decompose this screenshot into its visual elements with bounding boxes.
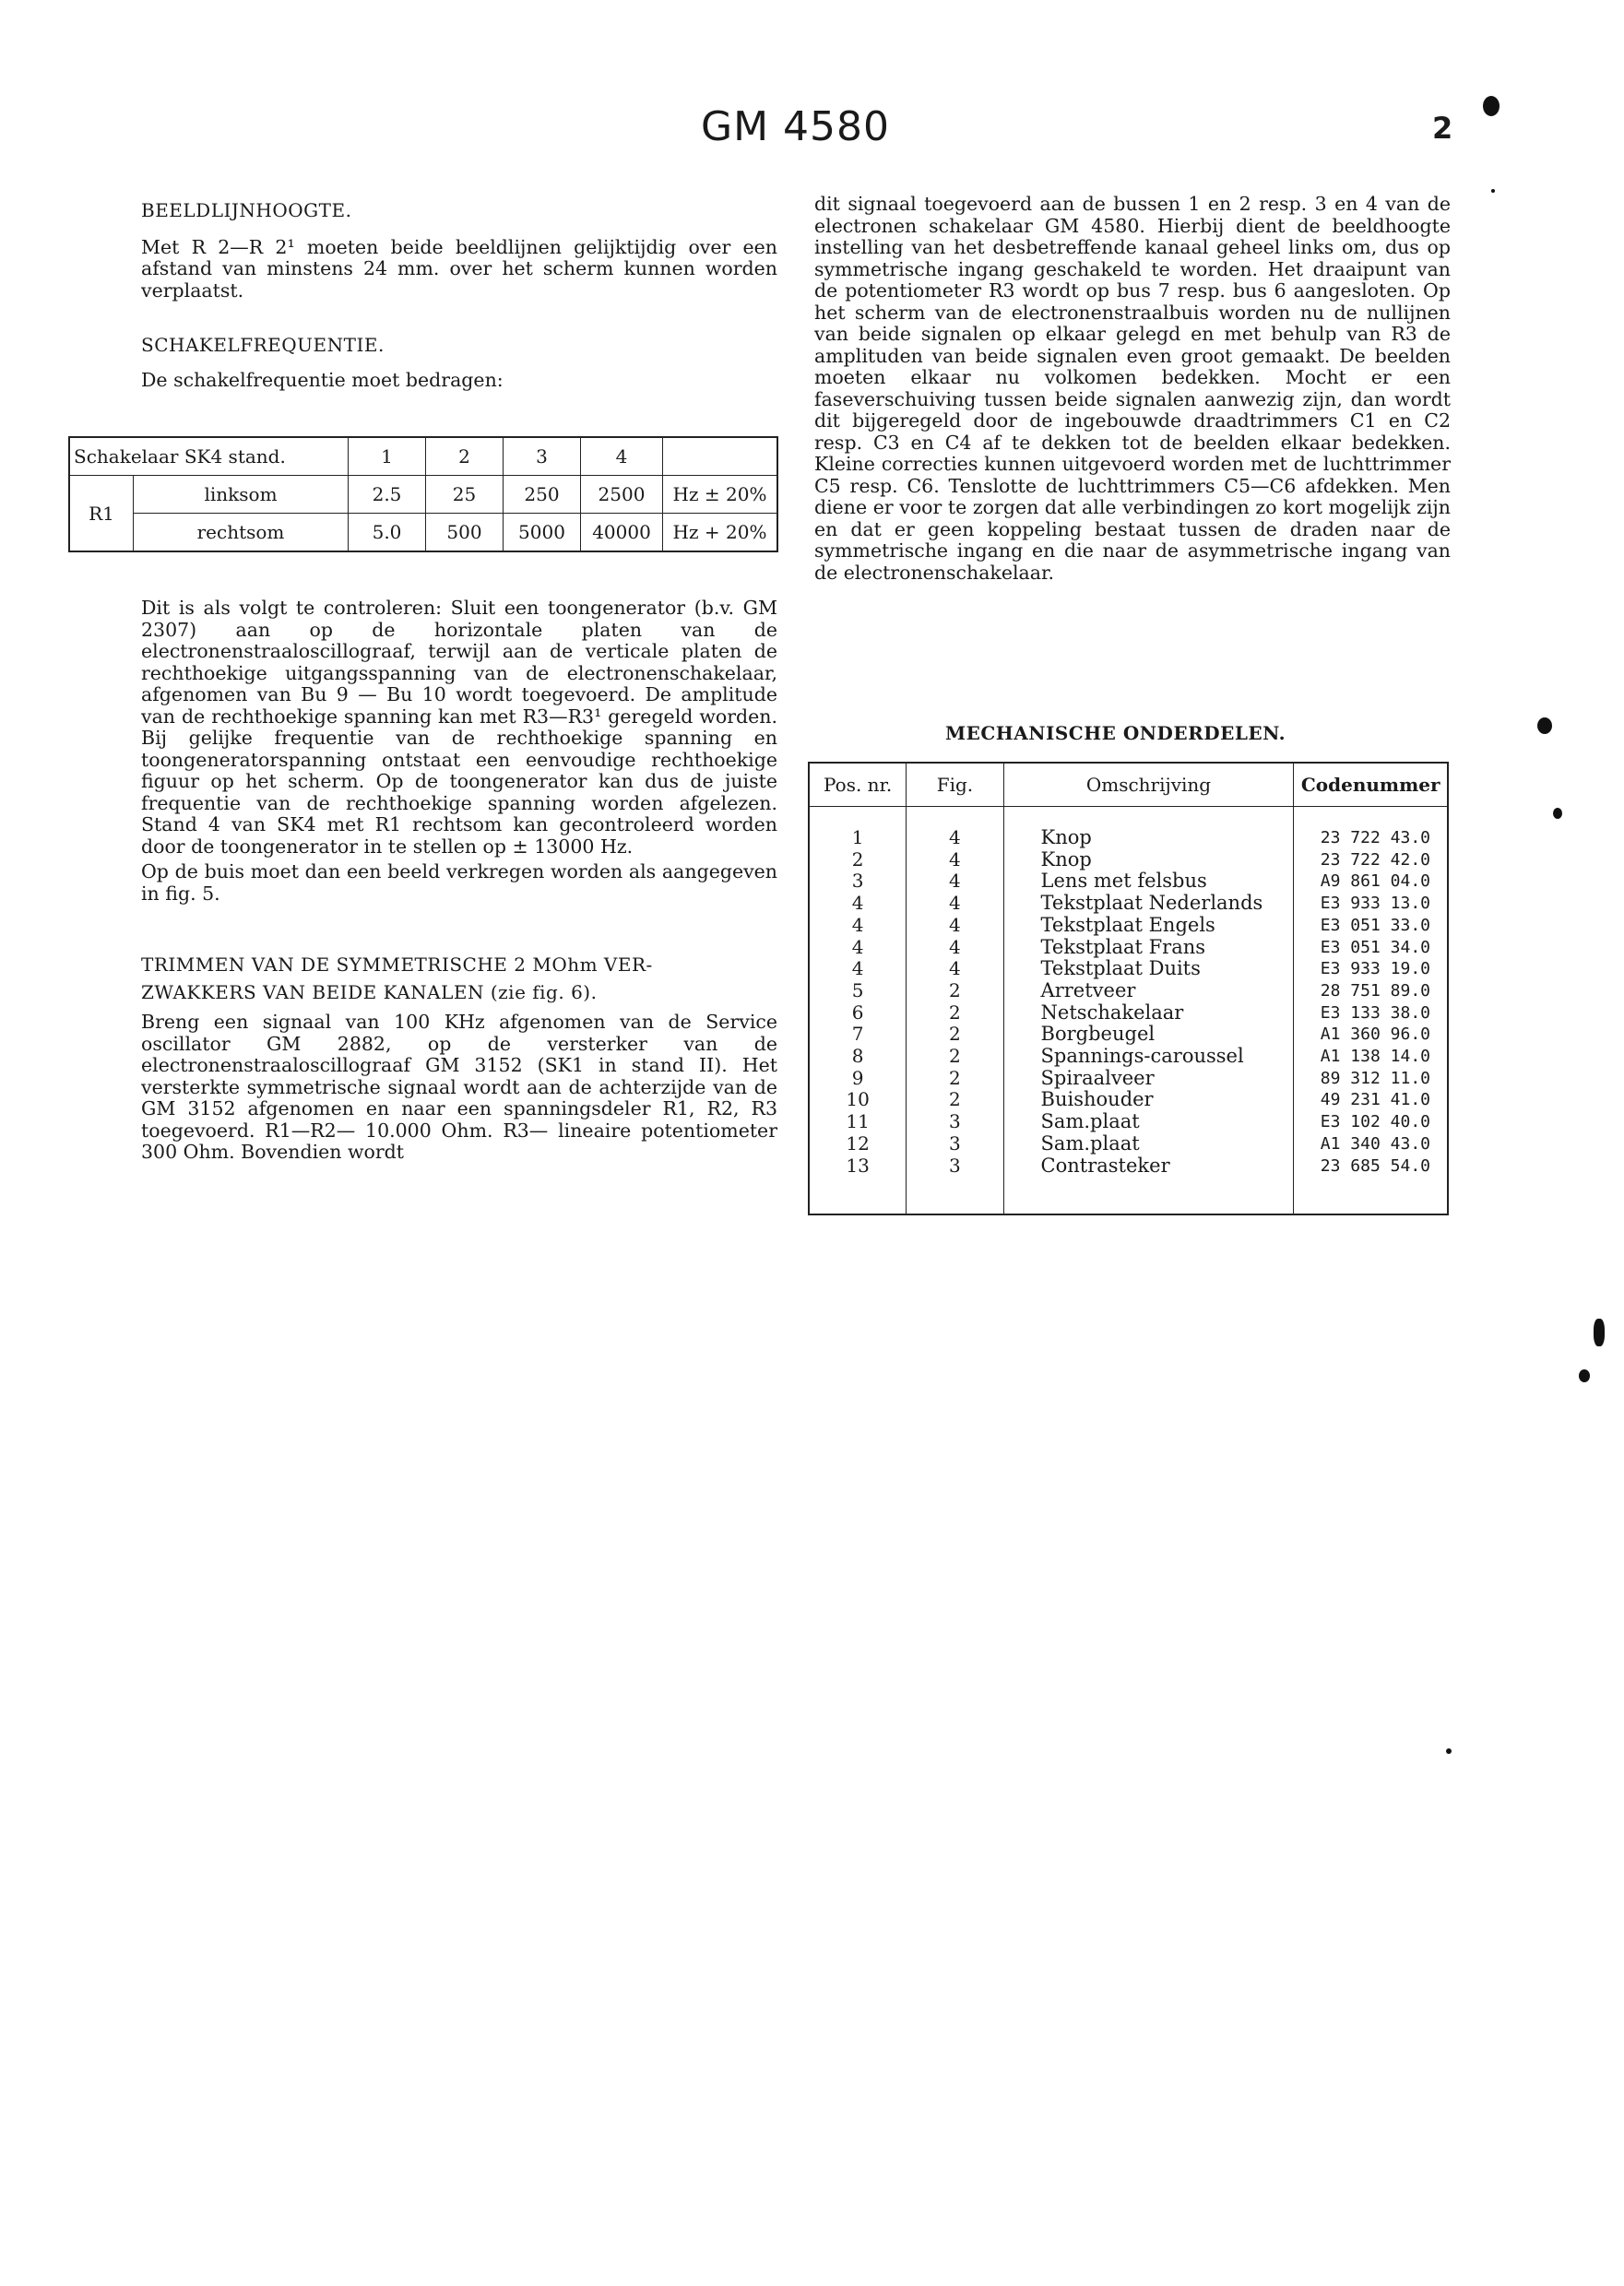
table-spacer-row	[809, 1177, 1448, 1214]
signaal-text: dit signaal toegevoerd aan de bussen 1 en 2 resp. 3 en 4 van de electronen schakelaar GM 4580. Hierbij dient de beeldhoogte instelling van het desbetreffende kanaal geheel links om, dus op symmetrische ingang geschakeld te worden. Het draaipunt van de potentiometer R3 wordt op bus 7 resp. bus 6 aangesloten. Op het scherm van de electronenstraalbuis worden nu de nullijnen van beide signalen op elkaar gelegd en met behulp van R3 de amplituden van beide signalen even groot gemaakt. De beelden moeten elkaar nu volkomen bedekken. Mocht er een faseverschuiving tussen beide signalen aanwezig zijn, dan wordt dit bijgeregeld door de ingebouwde draadtrimmers C1 en C2 resp. C3 en C4 af te dekken tot de beelden elkaar bedekken. Kleine correcties kunnen uitgevoerd worden met de luchttrimmer C5 resp. C6. Tenslotte de luchttrimmers C5—C6 afdekken. Men diene er voor te zorgen dat alle verbindingen zo kort mogelijk zijn en dat er geen koppeling bestaat tussen de draden naar de symmetrische ingang en die naar de asymmetrische ingang van de electronenschakelaar.	[814, 193, 1451, 584]
table-cell: Arretveer	[1003, 980, 1294, 1002]
buis-text: Op de buis moet dan een beeld verkregen worden als aangegeven in fig. 5.	[141, 860, 777, 905]
trimmen-text: Breng een signaal van 100 KHz afgenomen van de Service oscillator GM 2882, op de versterker van de electronenstraaloscillograaf GM 3152 (SK1 in stand II). Het versterkte symmetrische signaal wordt aan de achterzijde van de GM 3152 afgenomen en naar een spanningsdeler R1, R2, R3 toegevoerd. R1—R2— 10.000 Ohm. R3— lineaire potentiometer 300 Ohm. Bovendien wordt	[141, 1011, 777, 1163]
table-cell: Tekstplaat Engels	[1003, 915, 1294, 937]
table-cell: 2	[907, 1024, 1003, 1046]
table-cell: Hz + 20%	[663, 514, 778, 552]
table-row	[809, 1089, 1448, 1111]
left-column-lower	[141, 598, 777, 1164]
table-row	[809, 1133, 1448, 1155]
table-cell	[1294, 807, 1448, 828]
table-cell: 5	[809, 980, 907, 1002]
table-cell: 4	[907, 937, 1003, 959]
right-column	[814, 194, 1451, 584]
table-cell: Buishouder	[1003, 1089, 1294, 1111]
table-cell: rechtsom	[134, 514, 349, 552]
table-cell: 5000	[504, 514, 581, 552]
table-cell: Tekstplaat Duits	[1003, 958, 1294, 980]
table-cell: 4	[809, 915, 907, 937]
table-header-cell: Codenummer	[1294, 763, 1448, 807]
punch-mark	[1553, 808, 1562, 819]
table-header-cell: Schakelaar SK4 stand.	[69, 437, 349, 476]
table-cell: E3 051 34.0	[1294, 937, 1448, 959]
table-header-row	[809, 763, 1448, 807]
table-cell: E3 133 38.0	[1294, 1002, 1448, 1025]
page-title: GM 4580	[701, 103, 891, 150]
table-cell	[907, 1177, 1003, 1214]
table-cell: 2	[907, 1046, 1003, 1068]
table-cell: 49 231 41.0	[1294, 1089, 1448, 1111]
table-cell: 9	[809, 1068, 907, 1090]
table-cell: 4	[907, 849, 1003, 871]
table-row	[809, 1155, 1448, 1178]
table-cell: 2500	[581, 476, 663, 514]
table-cell: 10	[809, 1089, 907, 1111]
table-cell	[1003, 1177, 1294, 1214]
beeldlijnhoogte-heading: BEELDLIJNHOOGTE.	[141, 199, 352, 221]
table-cell: 12	[809, 1133, 907, 1155]
table-cell: 3	[907, 1133, 1003, 1155]
table-header-cell: 3	[504, 437, 581, 476]
table-cell: E3 051 33.0	[1294, 915, 1448, 937]
table-header-cell: Pos. nr.	[809, 763, 907, 807]
table-cell: 4	[809, 937, 907, 959]
table-row	[809, 1002, 1448, 1025]
table-cell	[1294, 1177, 1448, 1214]
table-cell: 23 685 54.0	[1294, 1155, 1448, 1178]
trimmen-heading-line-2: ZWAKKERS VAN BEIDE KANALEN (zie fig. 6).	[141, 981, 598, 1003]
left-column	[141, 200, 777, 391]
table-row	[809, 937, 1448, 959]
table-row	[809, 849, 1448, 871]
table-header-cell: Omschrijving	[1003, 763, 1294, 807]
table-cell: E3 933 13.0	[1294, 893, 1448, 915]
table-cell: E3 102 40.0	[1294, 1111, 1448, 1133]
trimmen-heading-line-1: TRIMMEN VAN DE SYMMETRISCHE 2 MOhm VER-	[141, 953, 653, 976]
schakelfrequentie-table	[68, 436, 778, 552]
table-cell: Lens met felsbus	[1003, 871, 1294, 893]
table-cell: Hz ± 20%	[663, 476, 778, 514]
table-cell: 23 722 42.0	[1294, 849, 1448, 871]
table-cell: 23 722 43.0	[1294, 827, 1448, 849]
table-cell: 1	[809, 827, 907, 849]
controle-text: Dit is als volgt te controleren: Sluit een toongenerator (b.v. GM 2307) aan op de horizontale platen van de electronenstraaloscillograaf, terwijl aan de verticale platen de rechthoekige uitgangsspanning van de electronenschakelaar, afgenomen van Bu 9 — Bu 10 wordt toegevoerd. De amplitude van de rechthoekige spanning kan met R3—R3¹ geregeld worden. Bij gelijke frequentie van de rechthoekige spanning en toongeneratorspanning ontstaat een eenvoudige rechthoekige figuur op het scherm. Op de toongenerator kan dus de juiste frequentie van de rechthoekige spanning worden afgelezen. Stand 4 van SK4 met R1 rechtsom kan gecontroleerd worden door de toongenerator in te stellen op ± 13000 Hz.	[141, 597, 777, 858]
table-cell: 40000	[581, 514, 663, 552]
table-cell: Knop	[1003, 827, 1294, 849]
table-cell: 2	[809, 849, 907, 871]
table-cell: 500	[426, 514, 504, 552]
table-cell: Tekstplaat Nederlands	[1003, 893, 1294, 915]
table-cell: 3	[809, 871, 907, 893]
table-cell	[809, 807, 907, 828]
table-cell: 2	[907, 1068, 1003, 1090]
table-cell: 2	[907, 1089, 1003, 1111]
table-cell	[809, 1177, 907, 1214]
table-cell: A1 360 96.0	[1294, 1024, 1448, 1046]
table-spacer-row	[809, 807, 1448, 828]
table-cell: E3 933 19.0	[1294, 958, 1448, 980]
table-row	[69, 476, 777, 514]
table-cell	[1003, 807, 1294, 828]
table-row	[809, 893, 1448, 915]
table-header-cell	[663, 437, 778, 476]
table-cell: 250	[504, 476, 581, 514]
table-header-cell: 2	[426, 437, 504, 476]
punch-mark	[1537, 717, 1552, 734]
punch-mark	[1594, 1319, 1605, 1346]
table-cell: Spannings-caroussel	[1003, 1046, 1294, 1068]
table-cell: 3	[907, 1155, 1003, 1178]
table-cell: 4	[907, 958, 1003, 980]
table-cell: 13	[809, 1155, 907, 1178]
table-row	[809, 958, 1448, 980]
table-cell: 11	[809, 1111, 907, 1133]
table-row	[809, 1111, 1448, 1133]
table-cell: 5.0	[349, 514, 426, 552]
table-cell: Netschakelaar	[1003, 1002, 1294, 1025]
table-cell: 4	[907, 827, 1003, 849]
table-row	[809, 1046, 1448, 1068]
table-cell: Knop	[1003, 849, 1294, 871]
table-cell: 3	[907, 1111, 1003, 1133]
table-cell: Contrasteker	[1003, 1155, 1294, 1178]
table-cell: Sam.plaat	[1003, 1133, 1294, 1155]
table-cell: 2	[907, 1002, 1003, 1025]
table-cell: Sam.plaat	[1003, 1111, 1294, 1133]
table-row	[69, 514, 777, 552]
table-cell: Spiraalveer	[1003, 1068, 1294, 1090]
r1-label: R1	[69, 476, 134, 552]
table-row	[809, 1068, 1448, 1090]
table-cell: A9 861 04.0	[1294, 871, 1448, 893]
table-cell: 4	[809, 958, 907, 980]
table-header-cell: 1	[349, 437, 426, 476]
table-cell: 28 751 89.0	[1294, 980, 1448, 1002]
table-cell	[907, 807, 1003, 828]
table-cell: 4	[809, 893, 907, 915]
table-row	[809, 1024, 1448, 1046]
table-cell: 25	[426, 476, 504, 514]
table-row	[809, 827, 1448, 849]
table-cell: 8	[809, 1046, 907, 1068]
schakelfrequentie-heading: SCHAKELFREQUENTIE.	[141, 334, 385, 356]
page-number: 2	[1432, 111, 1453, 146]
mechanische-onderdelen-table	[808, 762, 1449, 1215]
table-cell: Borgbeugel	[1003, 1024, 1294, 1046]
table-cell: 4	[907, 893, 1003, 915]
table-cell: 89 312 11.0	[1294, 1068, 1448, 1090]
speck	[1491, 189, 1495, 193]
table-row	[809, 915, 1448, 937]
table-cell: 4	[907, 871, 1003, 893]
mechanische-onderdelen-heading: MECHANISCHE ONDERDELEN.	[945, 722, 1286, 744]
table-cell: linksom	[134, 476, 349, 514]
schakelfrequentie-intro: De schakelfrequentie moet bedragen:	[141, 368, 504, 391]
table-cell: 2	[907, 980, 1003, 1002]
table-header-cell: Fig.	[907, 763, 1003, 807]
table-header-cell: 4	[581, 437, 663, 476]
table-header-row	[69, 437, 777, 476]
table-cell: 4	[907, 915, 1003, 937]
table-cell: 2.5	[349, 476, 426, 514]
table-row	[809, 871, 1448, 893]
punch-mark	[1483, 96, 1500, 116]
table-cell: 7	[809, 1024, 907, 1046]
table-cell: A1 138 14.0	[1294, 1046, 1448, 1068]
table-cell: Tekstplaat Frans	[1003, 937, 1294, 959]
table-row	[809, 980, 1448, 1002]
table-cell: A1 340 43.0	[1294, 1133, 1448, 1155]
speck	[1446, 1748, 1452, 1754]
punch-mark	[1579, 1369, 1590, 1382]
table-cell: 6	[809, 1002, 907, 1025]
beeldlijnhoogte-text: Met R 2—R 2¹ moeten beide beeldlijnen gelijktijdig over een afstand van minstens 24 mm. over het scherm kunnen worden verplaatst.	[141, 235, 777, 302]
